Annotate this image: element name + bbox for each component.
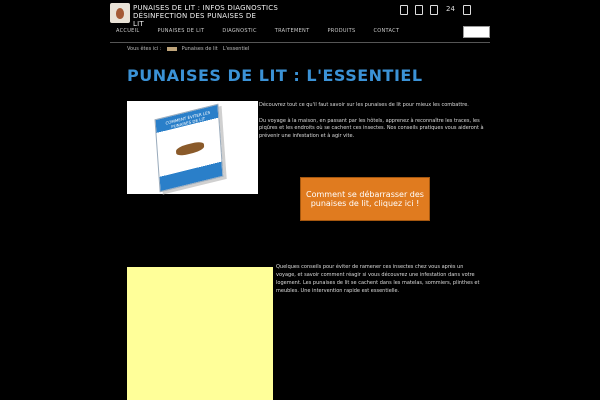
bedbug-logo-icon[interactable] <box>110 3 130 23</box>
nav-item-produits[interactable]: PRODUITS <box>327 28 356 34</box>
ebook-cover <box>154 104 223 193</box>
social-icons <box>400 5 471 15</box>
breadcrumb-prefix: Vous êtes ici : <box>127 46 162 52</box>
body-text: Quelques conseils pour éviter de ramener ces insectes chez vous après un voyage, et savoir comment réagir si vous découvrez une infestation dans votre logement. Les punaises de lit se cachent dans les matelas, sommiers, plinthes et meubles. Une intervention rapide est essentielle. <box>276 264 480 294</box>
nav-item-traitement[interactable]: TRAITEMENT <box>274 28 310 34</box>
cta-button[interactable]: Comment se débarrasser des punaises de lit, cliquez ici ! <box>300 177 430 221</box>
nav-item-punaises[interactable]: PUNAISES DE LIT <box>157 28 205 34</box>
phone-icon[interactable] <box>400 5 408 15</box>
intro-paragraph-1: Découvrez tout ce qu'il faut savoir sur les punaises de lit pour mieux les combattre. <box>259 102 469 108</box>
bedbug-illustration <box>176 140 205 157</box>
site-title[interactable] <box>133 4 278 29</box>
ebook-title: COMMENT ÉVITER LES PUNAISES DE LIT <box>165 109 211 130</box>
intro-text <box>259 102 485 148</box>
ebook-image[interactable] <box>127 101 258 194</box>
clock-24h-icon[interactable]: 24 <box>446 5 455 13</box>
nav-item-contact[interactable]: CONTACT <box>373 28 400 34</box>
intro-paragraph-2: Du voyage à la maison, en passant par les hôtels, apprenez à reconnaître les traces, les piqûres et les endroits où se cachent ces insectes. Nos conseils pratiques vous aideront à prévenir une infestation et à agir vite. <box>259 117 484 139</box>
info-icon[interactable] <box>463 5 471 15</box>
search-input[interactable] <box>463 26 490 38</box>
home-icon[interactable] <box>167 47 177 51</box>
nav-divider <box>110 42 490 43</box>
site-header <box>0 0 600 44</box>
nav-item-diagnostic[interactable]: DIAGNOSTIC <box>222 28 257 34</box>
breadcrumb <box>127 46 249 52</box>
mail-icon[interactable] <box>415 5 423 15</box>
image-placeholder <box>127 267 273 400</box>
nav-item-accueil[interactable]: ACCUEIL <box>116 28 140 34</box>
site-title-line-2: DÉSINFECTION DES PUNAISES DE <box>133 12 257 20</box>
main-nav <box>116 28 417 38</box>
page-title: PUNAISES DE LIT : L'ESSENTIEL <box>127 66 423 85</box>
site-title-line-1: PUNAISES DE LIT : INFOS DIAGNOSTICS <box>133 4 278 12</box>
breadcrumb-current: L'essentiel <box>222 46 250 52</box>
site-title-line-3: LIT <box>133 20 144 28</box>
chat-icon[interactable] <box>430 5 438 15</box>
breadcrumb-link[interactable]: Punaises de lit <box>181 46 218 52</box>
